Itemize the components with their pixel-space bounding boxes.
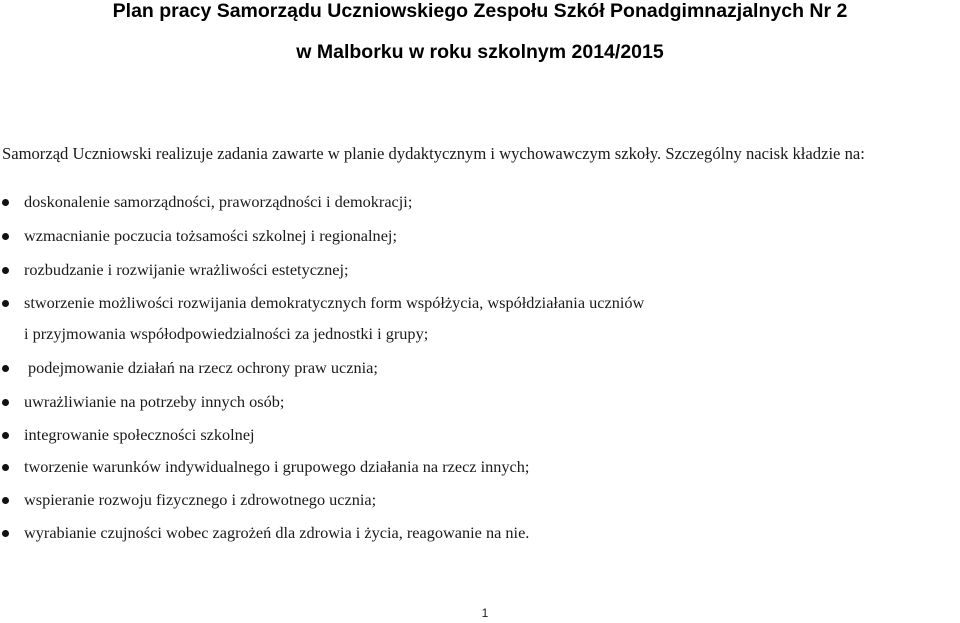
bullet-icon <box>2 267 9 274</box>
bullet-icon <box>2 233 9 240</box>
bullet-icon <box>2 399 9 406</box>
list-item-text: integrowanie społeczności szkolnej <box>24 425 255 444</box>
list-item-text: stworzenie możliwości rozwijania demokratycznych form współżycia, współdziałania uczniów <box>24 293 645 312</box>
document-title-line-1: Plan pracy Samorządu Uczniowskiego Zespołu Szkół Ponadgimnazjalnych Nr 2 <box>112 0 848 22</box>
bullet-icon <box>2 365 9 372</box>
bullet-icon <box>2 497 9 504</box>
list-item-text: wyrabianie czujności wobec zagrożeń dla zdrowia i życia, reagowanie na nie. <box>24 523 530 542</box>
bullet-icon <box>2 464 9 471</box>
list-item-text: wspieranie rozwoju fizycznego i zdrowotnego ucznia; <box>24 490 377 509</box>
bullet-icon <box>2 199 9 206</box>
page-number: 1 <box>481 606 489 620</box>
bullet-icon <box>2 530 9 537</box>
list-item-text: podejmowanie działań na rzecz ochrony praw ucznia; <box>28 358 378 377</box>
list-item-text: wzmacnianie poczucia tożsamości szkolnej i regionalnej; <box>24 226 397 245</box>
list-item-text: rozbudzanie i rozwijanie wrażliwości estetycznej; <box>24 260 349 279</box>
bullet-icon <box>2 432 9 439</box>
bullet-icon <box>2 300 9 307</box>
document-title-line-2: w Malborku w roku szkolnym 2014/2015 <box>296 41 664 63</box>
list-item-text: doskonalenie samorządności, praworządności i demokracji; <box>24 192 413 211</box>
list-item-text: uwrażliwianie na potrzeby innych osób; <box>24 392 285 411</box>
intro-paragraph: Samorząd Uczniowski realizuje zadania zawarte w planie dydaktycznym i wychowawczym szkoły. Szczególny nacisk kładzie na: <box>2 144 865 163</box>
list-item-continuation: i przyjmowania współodpowiedzialności za jednostki i grupy; <box>24 324 429 343</box>
list-item-text: tworzenie warunków indywidualnego i grupowego działania na rzecz innych; <box>24 457 530 476</box>
